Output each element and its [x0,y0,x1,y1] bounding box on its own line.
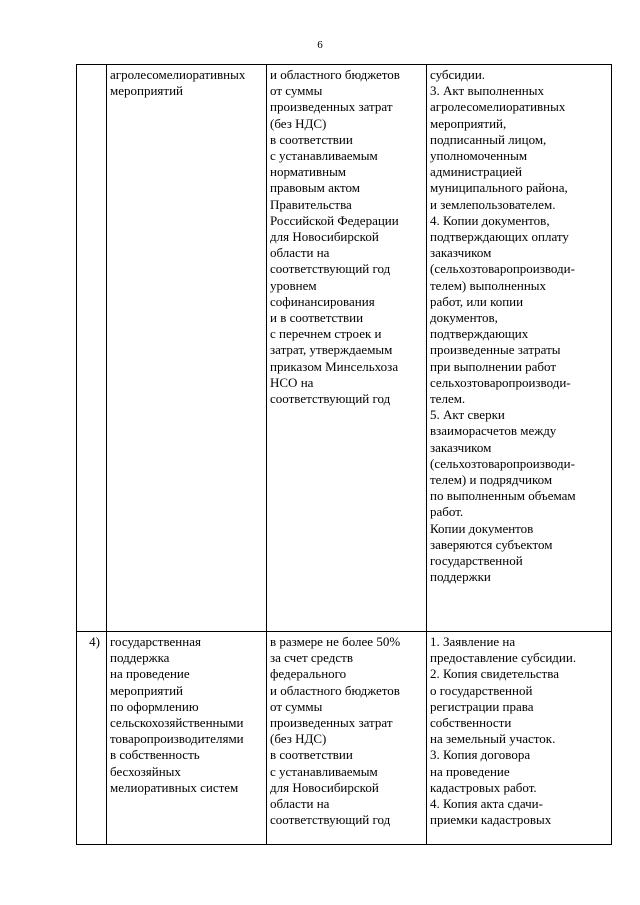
cell-line: подписанный лицом, [430,131,547,147]
cell-line: государственная [110,634,201,649]
cell-line: при выполнении работ [430,358,557,374]
cell-line: о государственной [430,682,533,698]
cell-line: от суммы [270,698,323,714]
cell-line: для Новосибирской [270,229,379,245]
cell-line: предоставление субсидии. [430,650,577,666]
cell-line: в соответствии [270,131,353,147]
cell-line: мероприятий [110,83,183,99]
cell-line: собственности [430,715,512,731]
cell-line: государственной [430,553,523,569]
cell-line: заказчиком [430,245,492,261]
cell-line: (сельхозтоваропроизводи- [430,455,575,471]
row-number: 4) [77,632,107,845]
cell-line: работ. [430,504,464,520]
cell-line: телем) выполненных [430,277,547,293]
table-row [77,632,612,845]
documents-cell [427,65,612,632]
cell-line: 1. Заявление на [430,634,516,649]
measure-cell [107,632,267,845]
cell-line: телем) и подрядчиком [430,472,553,488]
cell-line: поддержки [430,569,491,585]
cell-line: (без НДС) [270,115,327,131]
cell-line: бесхозяйных [110,763,181,779]
document-table [76,64,612,845]
cell-line: с устанавливаемым [270,763,378,779]
cell-line: на проведение [110,666,190,682]
cell-line: НСО на [270,374,314,390]
cell-line: товаропроизводителями [110,731,244,747]
cell-line: и областного бюджетов [270,682,400,698]
cell-line: от суммы [270,83,323,99]
cell-line: соответствующий год [270,812,391,828]
cell-line: с устанавливаемым [270,148,378,164]
cell-line: и областного бюджетов [270,67,400,82]
cell-line: уровнем [270,277,317,293]
cell-line: 5. Акт сверки [430,407,505,423]
cell-line: Российской Федерации [270,212,399,228]
cell-line: сельскохозяйственными [110,715,244,731]
cell-line: и землепользователем. [430,196,556,212]
cell-line: документов, [430,310,498,326]
row-number [77,65,107,632]
cell-line: Копии документов [430,520,534,536]
cell-line: по оформлению [110,698,199,714]
cell-line: муниципального района, [430,180,568,196]
cell-line: с перечнем строек и [270,326,382,342]
cell-line: 3. Копия договора [430,747,531,763]
cell-line: произведенных затрат [270,715,393,731]
cell-line: софинансирования [270,293,375,309]
cell-line: соответствующий год [270,261,391,277]
cell-line: подтверждающих [430,326,529,342]
cell-line: сельхозтоваропроизводи- [430,374,571,390]
cell-line: администрацией [430,164,523,180]
cell-line: 4. Копия акта сдачи- [430,796,543,812]
amount-cell [267,632,427,845]
table-row [77,65,612,632]
cell-line: кадастровых работ. [430,779,537,795]
cell-line: области на [270,245,330,261]
cell-line: в собственность [110,747,200,763]
cell-line: за счет средств [270,650,353,666]
cell-line: Правительства [270,196,352,212]
cell-line: регистрации права [430,698,534,714]
cell-line: мероприятий, [430,115,507,131]
cell-line: по выполненным объемам [430,488,576,504]
cell-line: 2. Копия свидетельства [430,666,559,682]
cell-line: 4. Копии документов, [430,212,550,228]
cell-line: уполномоченным [430,148,528,164]
cell-line: на земельный участок. [430,731,556,747]
cell-line: заверяются субъектом [430,536,553,552]
cell-line: федерального [270,666,347,682]
cell-line: агролесомелиоративных [430,99,566,115]
cell-line: подтверждающих оплату [430,229,569,245]
cell-line: произведенные затраты [430,342,561,358]
cell-line: субсидии. [430,67,486,82]
amount-cell [267,65,427,632]
cell-line: поддержка [110,650,170,666]
cell-line: мелиоративных систем [110,779,239,795]
cell-line: телем. [430,391,466,407]
measure-cell [107,65,267,632]
cell-line: 3. Акт выполненных [430,83,544,99]
cell-line: и в соответствии [270,310,364,326]
cell-line: в соответствии [270,747,353,763]
cell-line: взаиморасчетов между [430,423,557,439]
cell-line: нормативным [270,164,347,180]
cell-line: правовым актом [270,180,361,196]
cell-line: агролесомелиоративных [110,67,246,82]
cell-line: заказчиком [430,439,492,455]
cell-line: затрат, утверждаемым [270,342,393,358]
cell-line: на проведение [430,763,510,779]
cell-line: работ, или копии [430,293,524,309]
cell-line: (без НДС) [270,731,327,747]
cell-line: произведенных затрат [270,99,393,115]
documents-cell [427,632,612,845]
cell-line: для Новосибирской [270,779,379,795]
cell-line: в размере не более 50% [270,634,401,649]
cell-line: соответствующий год [270,391,391,407]
cell-line: области на [270,796,330,812]
cell-line: приказом Минсельхоза [270,358,399,374]
cell-line: мероприятий [110,682,183,698]
cell-line: (сельхозтоваропроизводи- [430,261,575,277]
page-number: 6 [317,39,323,51]
cell-line: приемки кадастровых [430,812,552,828]
